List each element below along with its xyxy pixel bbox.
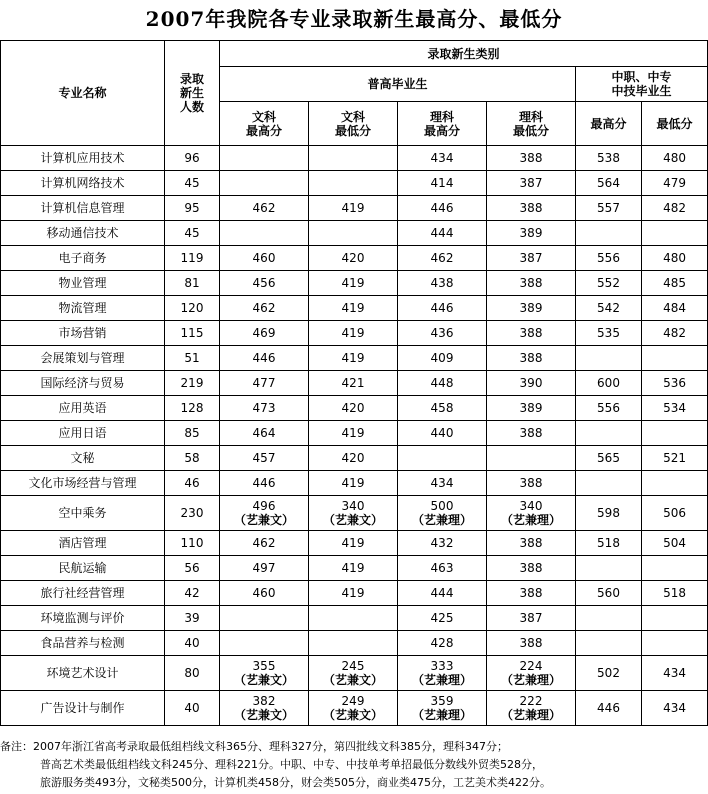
header-general: 普高毕业生 — [220, 67, 576, 102]
major-name: 环境艺术设计 — [1, 656, 165, 691]
voc-min-score — [642, 346, 708, 371]
voc-max-score — [576, 471, 642, 496]
arts-min-score: 421 — [309, 371, 398, 396]
arts-max-score: 460 — [220, 246, 309, 271]
table-row — [1, 691, 708, 726]
table-row — [1, 371, 708, 396]
enroll-count: 56 — [165, 556, 220, 581]
voc-max-score — [576, 606, 642, 631]
sci-max-score: 463 — [398, 556, 487, 581]
voc-min-score: 504 — [642, 531, 708, 556]
voc-max-score — [576, 221, 642, 246]
table-row — [1, 221, 708, 246]
header-arts-min: 文科 最低分 — [309, 102, 398, 146]
enroll-count: 110 — [165, 531, 220, 556]
major-name: 酒店管理 — [1, 531, 165, 556]
sci-max-score — [398, 446, 487, 471]
arts-min-score: 420 — [309, 246, 398, 271]
voc-max-score — [576, 631, 642, 656]
enroll-count: 39 — [165, 606, 220, 631]
sci-min-score: 388 — [487, 146, 576, 171]
voc-min-score: 434 — [642, 656, 708, 691]
arts-max-score: 382 （艺兼文） — [220, 691, 309, 726]
sci-max-score: 438 — [398, 271, 487, 296]
voc-max-score — [576, 346, 642, 371]
voc-max-score: 560 — [576, 581, 642, 606]
major-name: 物流管理 — [1, 296, 165, 321]
arts-max-score — [220, 171, 309, 196]
table-row — [1, 656, 708, 691]
sci-min-score: 224 （艺兼理） — [487, 656, 576, 691]
sci-max-score: 414 — [398, 171, 487, 196]
sci-min-score: 390 — [487, 371, 576, 396]
sci-max-score: 432 — [398, 531, 487, 556]
sci-max-score: 458 — [398, 396, 487, 421]
arts-max-score: 456 — [220, 271, 309, 296]
voc-min-score: 479 — [642, 171, 708, 196]
arts-min-score: 419 — [309, 321, 398, 346]
voc-min-score — [642, 471, 708, 496]
arts-min-score: 419 — [309, 531, 398, 556]
arts-max-score: 497 — [220, 556, 309, 581]
major-name: 移动通信技术 — [1, 221, 165, 246]
table-row — [1, 296, 708, 321]
major-name: 食品营养与检测 — [1, 631, 165, 656]
enroll-count: 85 — [165, 421, 220, 446]
arts-min-score: 340 （艺兼文） — [309, 496, 398, 531]
table-row — [1, 606, 708, 631]
enroll-count: 115 — [165, 321, 220, 346]
major-name: 应用日语 — [1, 421, 165, 446]
header-arts-max: 文科 最高分 — [220, 102, 309, 146]
sci-min-score: 388 — [487, 531, 576, 556]
sci-min-score: 388 — [487, 271, 576, 296]
major-name: 旅行社经营管理 — [1, 581, 165, 606]
table-row — [1, 446, 708, 471]
major-name: 空中乘务 — [1, 496, 165, 531]
table-row — [1, 531, 708, 556]
arts-max-score — [220, 631, 309, 656]
voc-max-score: 542 — [576, 296, 642, 321]
voc-min-score: 506 — [642, 496, 708, 531]
sci-max-score: 409 — [398, 346, 487, 371]
voc-min-score: 482 — [642, 196, 708, 221]
enroll-count: 119 — [165, 246, 220, 271]
arts-min-score: 420 — [309, 396, 398, 421]
sci-min-score: 387 — [487, 246, 576, 271]
admission-scores-table — [0, 40, 708, 726]
voc-max-score: 598 — [576, 496, 642, 531]
arts-min-score: 419 — [309, 556, 398, 581]
voc-max-score: 552 — [576, 271, 642, 296]
enroll-count: 58 — [165, 446, 220, 471]
sci-max-score: 446 — [398, 296, 487, 321]
major-name: 环境监测与评价 — [1, 606, 165, 631]
sci-max-score: 434 — [398, 471, 487, 496]
voc-min-score: 485 — [642, 271, 708, 296]
table-row — [1, 631, 708, 656]
arts-min-score: 420 — [309, 446, 398, 471]
voc-max-score: 518 — [576, 531, 642, 556]
table-row — [1, 246, 708, 271]
sci-max-score: 500 （艺兼理） — [398, 496, 487, 531]
arts-min-score — [309, 606, 398, 631]
sci-min-score: 389 — [487, 296, 576, 321]
enroll-count: 45 — [165, 171, 220, 196]
arts-max-score: 469 — [220, 321, 309, 346]
sci-max-score: 462 — [398, 246, 487, 271]
major-name: 电子商务 — [1, 246, 165, 271]
header-sci-min: 理科 最低分 — [487, 102, 576, 146]
arts-max-score: 355 （艺兼文） — [220, 656, 309, 691]
sci-min-score — [487, 446, 576, 471]
arts-min-score — [309, 146, 398, 171]
arts-min-score: 419 — [309, 421, 398, 446]
voc-max-score: 535 — [576, 321, 642, 346]
voc-min-score: 534 — [642, 396, 708, 421]
sci-min-score: 388 — [487, 421, 576, 446]
arts-max-score: 457 — [220, 446, 309, 471]
table-row — [1, 271, 708, 296]
arts-min-score: 419 — [309, 346, 398, 371]
enroll-count: 42 — [165, 581, 220, 606]
header-category: 录取新生类别 — [220, 41, 708, 67]
voc-min-score: 521 — [642, 446, 708, 471]
major-name: 广告设计与制作 — [1, 691, 165, 726]
sci-max-score: 359 （艺兼理） — [398, 691, 487, 726]
arts-min-score: 419 — [309, 296, 398, 321]
sci-max-score: 434 — [398, 146, 487, 171]
table-row — [1, 556, 708, 581]
arts-min-score: 419 — [309, 196, 398, 221]
sci-min-score: 388 — [487, 556, 576, 581]
voc-min-score: 434 — [642, 691, 708, 726]
arts-max-score: 446 — [220, 471, 309, 496]
major-name: 民航运输 — [1, 556, 165, 581]
sci-min-score: 222 （艺兼理） — [487, 691, 576, 726]
arts-min-score: 245 （艺兼文） — [309, 656, 398, 691]
voc-min-score — [642, 221, 708, 246]
page-title: 2007年我院各专业录取新生最高分、最低分 — [145, 7, 563, 31]
arts-min-score — [309, 221, 398, 246]
sci-max-score: 436 — [398, 321, 487, 346]
sci-max-score: 444 — [398, 581, 487, 606]
voc-max-score — [576, 421, 642, 446]
sci-max-score: 428 — [398, 631, 487, 656]
voc-max-score: 502 — [576, 656, 642, 691]
voc-min-score — [642, 606, 708, 631]
sci-min-score: 388 — [487, 321, 576, 346]
voc-max-score: 564 — [576, 171, 642, 196]
table-row — [1, 146, 708, 171]
arts-max-score: 477 — [220, 371, 309, 396]
sci-min-score: 389 — [487, 221, 576, 246]
table-row — [1, 581, 708, 606]
sci-max-score: 440 — [398, 421, 487, 446]
voc-max-score: 556 — [576, 246, 642, 271]
enroll-count: 95 — [165, 196, 220, 221]
enroll-count: 40 — [165, 631, 220, 656]
enroll-count: 230 — [165, 496, 220, 531]
voc-max-score: 556 — [576, 396, 642, 421]
voc-min-score: 518 — [642, 581, 708, 606]
major-name: 会展策划与管理 — [1, 346, 165, 371]
sci-max-score: 448 — [398, 371, 487, 396]
table-row — [1, 421, 708, 446]
voc-min-score: 536 — [642, 371, 708, 396]
enroll-count: 120 — [165, 296, 220, 321]
table-row — [1, 496, 708, 531]
enroll-count: 81 — [165, 271, 220, 296]
arts-max-score: 462 — [220, 531, 309, 556]
table-row — [1, 171, 708, 196]
voc-min-score: 480 — [642, 146, 708, 171]
arts-max-score — [220, 606, 309, 631]
table-row — [1, 346, 708, 371]
major-name: 物业管理 — [1, 271, 165, 296]
enroll-count: 40 — [165, 691, 220, 726]
major-name: 文秘 — [1, 446, 165, 471]
sci-min-score: 388 — [487, 196, 576, 221]
table-row — [1, 396, 708, 421]
sci-min-score: 388 — [487, 346, 576, 371]
sci-max-score: 446 — [398, 196, 487, 221]
arts-max-score: 460 — [220, 581, 309, 606]
voc-max-score: 538 — [576, 146, 642, 171]
voc-min-score — [642, 421, 708, 446]
major-name: 计算机应用技术 — [1, 146, 165, 171]
sci-min-score: 388 — [487, 631, 576, 656]
arts-max-score — [220, 146, 309, 171]
major-name: 文化市场经营与管理 — [1, 471, 165, 496]
enroll-count: 219 — [165, 371, 220, 396]
voc-min-score — [642, 631, 708, 656]
table-row — [1, 471, 708, 496]
voc-max-score — [576, 556, 642, 581]
header-major: 专业名称 — [1, 41, 165, 146]
header-voc-max: 最高分 — [576, 102, 642, 146]
sci-min-score: 388 — [487, 471, 576, 496]
sci-min-score: 340 （艺兼理） — [487, 496, 576, 531]
major-name: 市场营销 — [1, 321, 165, 346]
sci-max-score: 333 （艺兼理） — [398, 656, 487, 691]
arts-max-score: 462 — [220, 296, 309, 321]
enroll-count: 128 — [165, 396, 220, 421]
sci-min-score: 387 — [487, 171, 576, 196]
note-line: 旅游服务类493分，文秘类500分，计算机类458分，财会类505分，商业类475分，工艺美术类422分。 — [40, 776, 551, 789]
header-voc-min: 最低分 — [642, 102, 708, 146]
sci-min-score: 388 — [487, 581, 576, 606]
note-line: 普高艺术类最低组档线文科245分、理科221分。中职、中专、中技单考单招最低分数线外贸类528分， — [40, 758, 543, 771]
voc-min-score: 484 — [642, 296, 708, 321]
voc-max-score: 557 — [576, 196, 642, 221]
arts-min-score: 419 — [309, 581, 398, 606]
major-name: 计算机网络技术 — [1, 171, 165, 196]
sci-min-score: 389 — [487, 396, 576, 421]
voc-max-score: 600 — [576, 371, 642, 396]
arts-max-score: 496 （艺兼文） — [220, 496, 309, 531]
arts-max-score: 464 — [220, 421, 309, 446]
table-row — [1, 196, 708, 221]
enroll-count: 80 — [165, 656, 220, 691]
arts-max-score — [220, 221, 309, 246]
arts-min-score: 249 （艺兼文） — [309, 691, 398, 726]
sci-max-score: 444 — [398, 221, 487, 246]
voc-min-score: 482 — [642, 321, 708, 346]
enroll-count: 96 — [165, 146, 220, 171]
major-name: 国际经济与贸易 — [1, 371, 165, 396]
header-enroll-count: 录取 新生 人数 — [165, 41, 220, 146]
arts-min-score — [309, 171, 398, 196]
enroll-count: 45 — [165, 221, 220, 246]
notes — [0, 738, 708, 792]
enroll-count: 51 — [165, 346, 220, 371]
major-name: 应用英语 — [1, 396, 165, 421]
note-line: 备注：2007年浙江省高考录取最低组档线文科365分、理科327分，第四批线文科385分，理科347分； — [0, 740, 508, 753]
arts-min-score: 419 — [309, 271, 398, 296]
enroll-count: 46 — [165, 471, 220, 496]
table-row — [1, 321, 708, 346]
voc-min-score: 480 — [642, 246, 708, 271]
arts-max-score: 446 — [220, 346, 309, 371]
sci-max-score: 425 — [398, 606, 487, 631]
header-vocational: 中职、中专 中技毕业生 — [576, 67, 708, 102]
arts-max-score: 473 — [220, 396, 309, 421]
arts-min-score — [309, 631, 398, 656]
voc-min-score — [642, 556, 708, 581]
major-name: 计算机信息管理 — [1, 196, 165, 221]
voc-max-score: 565 — [576, 446, 642, 471]
sci-min-score: 387 — [487, 606, 576, 631]
arts-max-score: 462 — [220, 196, 309, 221]
voc-max-score: 446 — [576, 691, 642, 726]
arts-min-score: 419 — [309, 471, 398, 496]
header-sci-max: 理科 最高分 — [398, 102, 487, 146]
table-body — [1, 146, 708, 726]
